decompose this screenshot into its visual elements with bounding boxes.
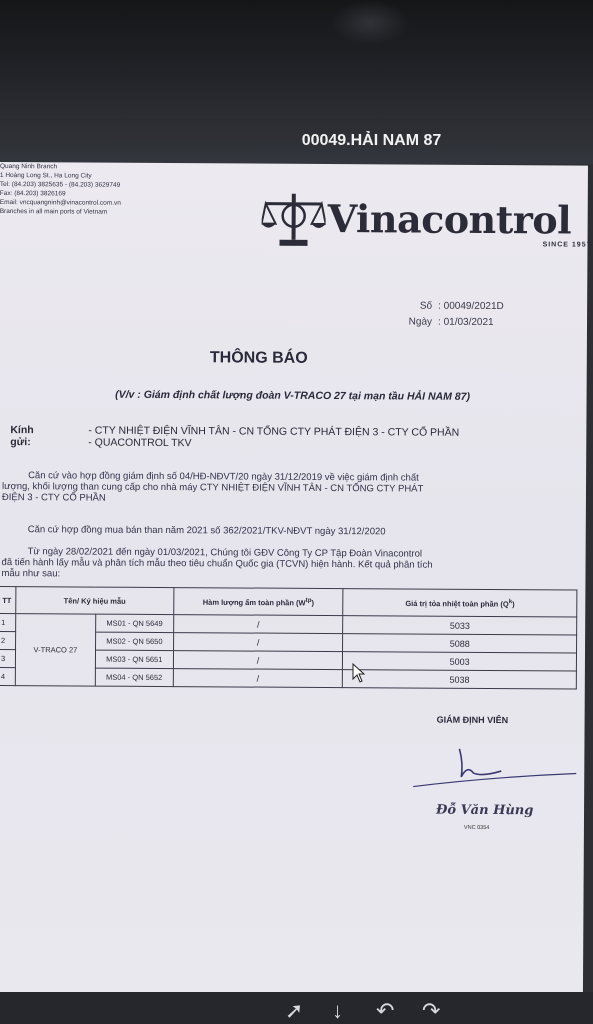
row-sample-code: MS02 - QN 5650 (95, 632, 173, 650)
redo-icon[interactable]: ↷ (422, 998, 441, 1023)
inspector-code: VNC 0354 (463, 824, 490, 832)
ref-number-value: : 00049/2021D (438, 300, 504, 313)
inspector-role: GIÁM ĐỊNH VIÊN (436, 714, 509, 726)
table-row (0, 613, 577, 635)
paragraph-line: lượng, khối lượng than cung cấp cho nhà máy CTY NHIỆT ĐIỆN VĨNH TÂN - CN TỔNG CTY PHÁT (1, 481, 424, 495)
recipient-item: - CTY NHIỆT ĐIỆN VĨNH TÂN - CN TỔNG CTY PHÁT ĐIỆN 3 - CTY CỔ PHẦN (88, 424, 460, 439)
row-tt: 3 (0, 649, 16, 667)
row-heat: 5038 (343, 670, 577, 689)
notice-title: THÔNG BÁO (209, 349, 308, 367)
document-reference (404, 298, 504, 331)
row-moisture: / (173, 633, 343, 652)
branch-address (0, 162, 180, 217)
row-tt: 2 (0, 631, 16, 649)
row-heat: 5033 (343, 616, 577, 635)
paragraph-line: Căn cứ hợp đồng mua bán than năm 2021 số 362/2021/TKV-NĐVT ngày 31/12/2020 (27, 524, 386, 538)
row-moisture: / (173, 615, 343, 634)
header-heat-sup: k (508, 597, 513, 605)
undo-icon[interactable]: ↶ (376, 998, 395, 1023)
paragraph-line: ĐIỆN 3 - CTY CỔ PHẦN (1, 492, 106, 504)
results-table (0, 586, 577, 690)
bottom-nav (0, 998, 593, 1024)
branch-line: Branches in all main ports of Vietnam (0, 207, 108, 216)
paragraph-contract (0, 470, 580, 507)
recipients-label: Kính gửi: (10, 424, 34, 449)
row-sample-code: MS04 - QN 5652 (95, 668, 173, 686)
header-heat-text: Giá trị tỏa nhiệt toàn phần (Q (405, 598, 509, 609)
header-moisture-sup: tp (305, 596, 312, 604)
row-heat: 5003 (343, 652, 577, 671)
webcam-glare (330, 0, 410, 45)
vinacontrol-logo (261, 190, 591, 252)
notice-subject: (V/v : Giám định chất lượng đoàn V-TRACO 27 tại mạn tầu HẢI NAM 87) (115, 388, 471, 403)
row-sample-code: MS03 - QN 5651 (95, 650, 173, 668)
row-moisture: / (173, 669, 343, 688)
table-header-row (0, 586, 577, 617)
header-sample: Tên/ Ký hiệu mẫu (16, 587, 174, 615)
branch-line: Fax: (84.203) 3826169 (0, 189, 66, 198)
row-moisture: / (173, 651, 343, 670)
branch-line: Tel: (84.203) 3825635 - (84.203) 3629749 (0, 180, 121, 189)
row-tt: 1 (0, 613, 16, 631)
mouse-cursor-icon (352, 663, 366, 683)
recipient-item: - QUACONTROL TKV (88, 436, 192, 450)
signature-mark (411, 743, 581, 794)
download-arrow-icon[interactable]: ↓ (332, 998, 343, 1023)
row-tt: 4 (0, 667, 15, 685)
share-arrow-icon[interactable]: ➚ (285, 998, 304, 1023)
header-heat (343, 589, 577, 617)
header-tt: TT (0, 586, 16, 613)
inspector-name: Đỗ Văn Hùng (436, 802, 534, 819)
logo-wordmark: Vinacontrol (327, 196, 572, 243)
logo-since: SINCE 1957 (542, 241, 592, 249)
branch-line: Quang Ninh Branch (0, 162, 58, 171)
paragraph-line: Từ ngày 28/02/2021 đến ngày 01/03/2021, Chúng tôi GĐV Công Ty CP Tập Đoàn Vinacontrol (27, 546, 423, 560)
paragraph-purchase (0, 524, 580, 539)
header-moisture-close: ) (311, 598, 315, 608)
document-page[interactable] (0, 162, 592, 996)
branch-line: Email: vncquangninh@vinacontrol.com.vn (0, 198, 121, 207)
ref-date-value: : 01/03/2021 (437, 316, 494, 329)
monitor-bezel (0, 0, 593, 120)
ref-number-label: Số (419, 300, 433, 312)
header-heat-close: ) (512, 599, 515, 609)
paragraph-sampling (0, 546, 580, 583)
row-sample-code: MS01 - QN 5649 (96, 614, 174, 632)
scales-icon (261, 190, 325, 250)
paragraph-line: mẫu như sau: (1, 568, 61, 580)
header-moisture (173, 588, 343, 616)
group-name: V-TRACO 27 (15, 614, 95, 686)
ref-date-label: Ngày (408, 316, 433, 328)
row-heat: 5088 (343, 634, 577, 653)
viewer-title-bar (0, 118, 593, 164)
paragraph-line: đã tiến hành lấy mẫu và phân tích mẫu theo tiêu chuẩn Quốc gia (TCVN) hiện hành. Kết quả phân tích (1, 557, 433, 571)
header-moisture-text: Hàm lượng ẩm toàn phần (W (202, 597, 306, 608)
document-title: 00049.HẢI NAM 87 (301, 132, 442, 149)
branch-line: 1 Hoàng Long St., Ha Long City (0, 171, 92, 180)
paragraph-line: Căn cứ vào hợp đồng giám định số 04/HĐ-NĐVT/20 ngày 31/12/2019 về việc giám định chất (28, 470, 419, 484)
